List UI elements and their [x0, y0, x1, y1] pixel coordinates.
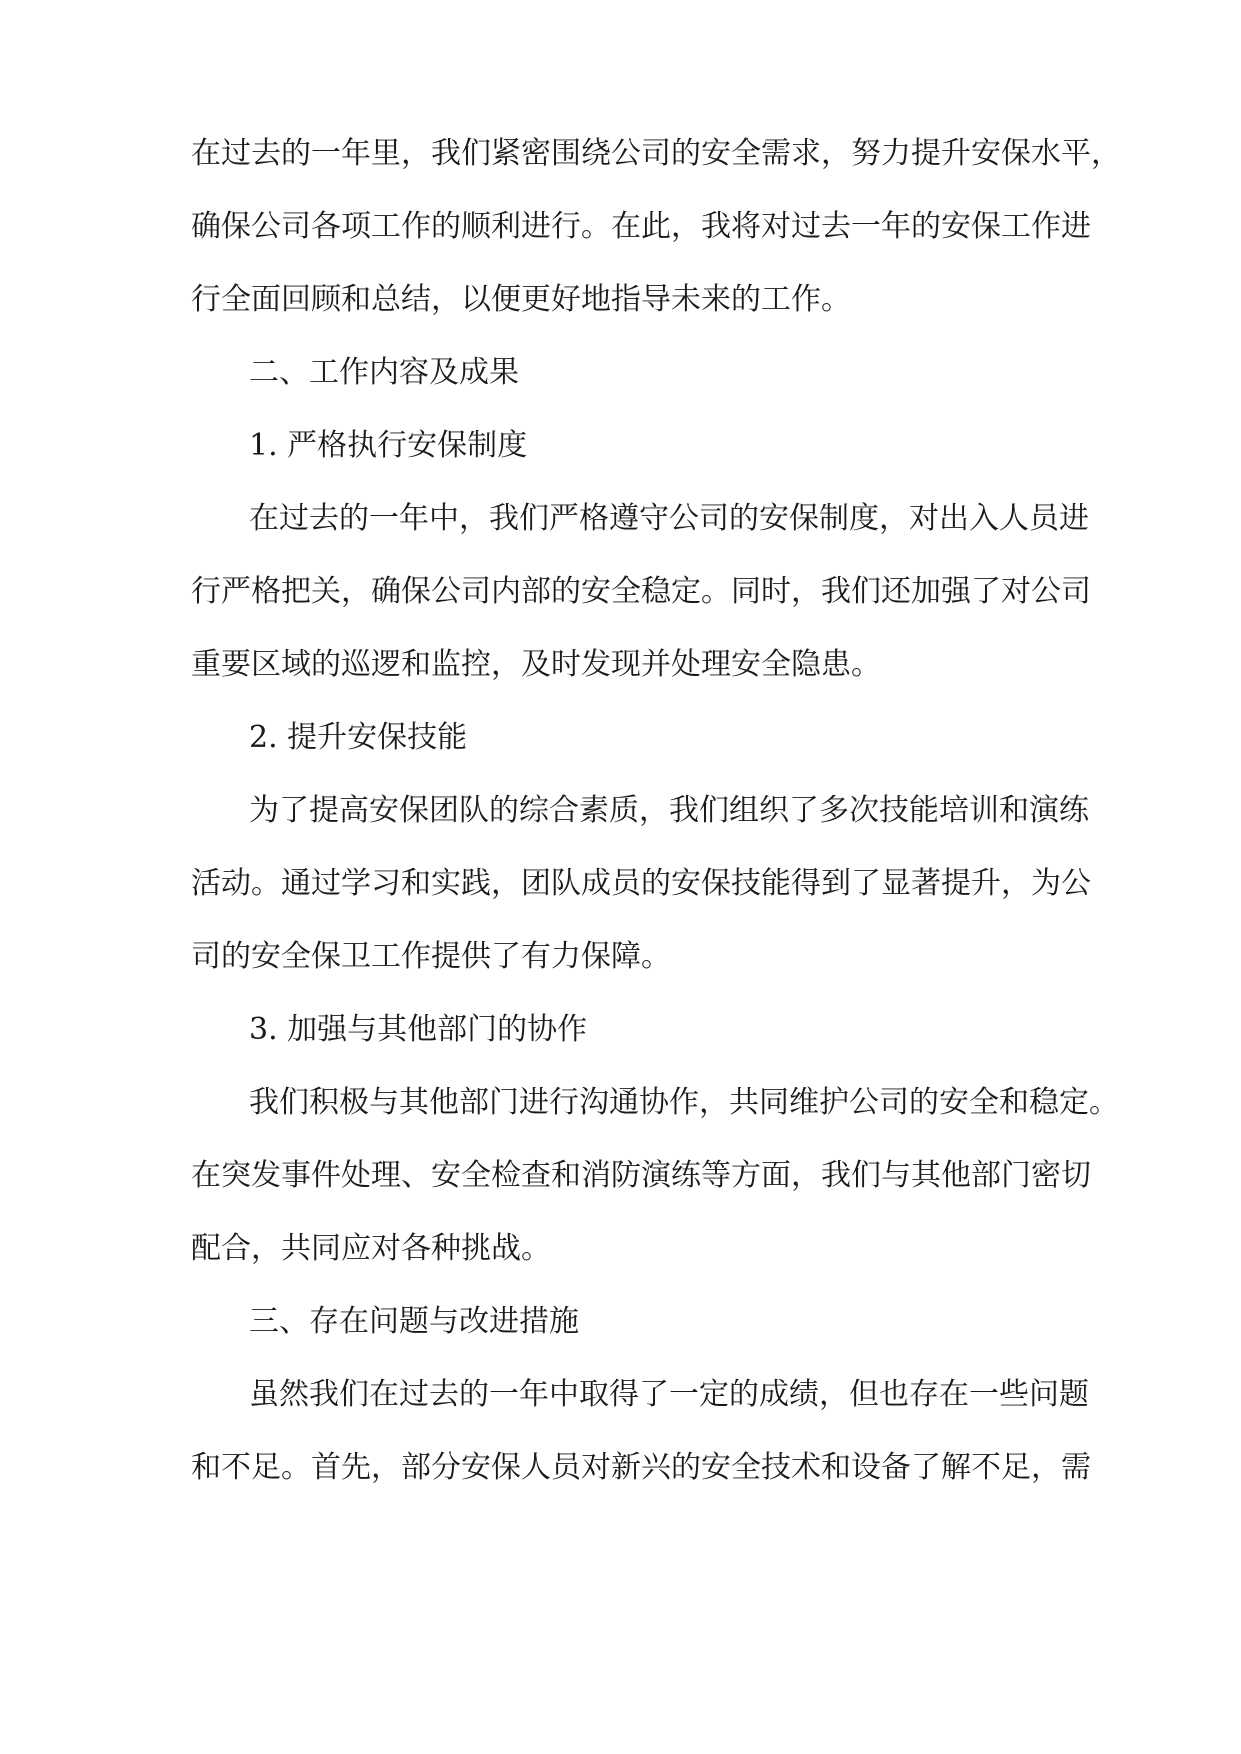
- section-heading: 三、存在问题与改进措施: [249, 1304, 579, 1339]
- body-text-line: 我们积极与其他部门进行沟通协作，共同维护公司的安全和稳定。: [249, 1085, 1119, 1120]
- body-text-line: 行全面回顾和总结，以便更好地指导未来的工作。: [191, 282, 851, 317]
- subsection-heading: 1. 严格执行安保制度: [249, 428, 528, 463]
- subsection-heading: 2. 提升安保技能: [249, 720, 468, 755]
- body-text-line: 在过去的一年里，我们紧密围绕公司的安全需求，努力提升安保水平，: [191, 136, 1121, 171]
- section-heading: 二、工作内容及成果: [249, 355, 519, 390]
- body-text-line: 确保公司各项工作的顺利进行。在此，我将对过去一年的安保工作进: [191, 209, 1091, 244]
- body-text-line: 司的安全保卫工作提供了有力保障。: [191, 939, 671, 974]
- body-text-line: 行严格把关，确保公司内部的安全稳定。同时，我们还加强了对公司: [191, 574, 1091, 609]
- body-text-line: 虽然我们在过去的一年中取得了一定的成绩，但也存在一些问题: [249, 1377, 1089, 1412]
- body-text-line: 在过去的一年中，我们严格遵守公司的安保制度，对出入人员进: [249, 501, 1089, 536]
- body-text-line: 在突发事件处理、安全检查和消防演练等方面，我们与其他部门密切: [191, 1158, 1091, 1193]
- body-text-line: 和不足。首先，部分安保人员对新兴的安全技术和设备了解不足，需: [191, 1450, 1091, 1485]
- body-text-line: 配合，共同应对各种挑战。: [191, 1231, 551, 1266]
- body-text-line: 为了提高安保团队的综合素质，我们组织了多次技能培训和演练: [249, 793, 1089, 828]
- body-text-line: 重要区域的巡逻和监控，及时发现并处理安全隐患。: [191, 647, 881, 682]
- subsection-heading: 3. 加强与其他部门的协作: [249, 1012, 588, 1047]
- body-text-line: 活动。通过学习和实践，团队成员的安保技能得到了显著提升，为公: [191, 866, 1091, 901]
